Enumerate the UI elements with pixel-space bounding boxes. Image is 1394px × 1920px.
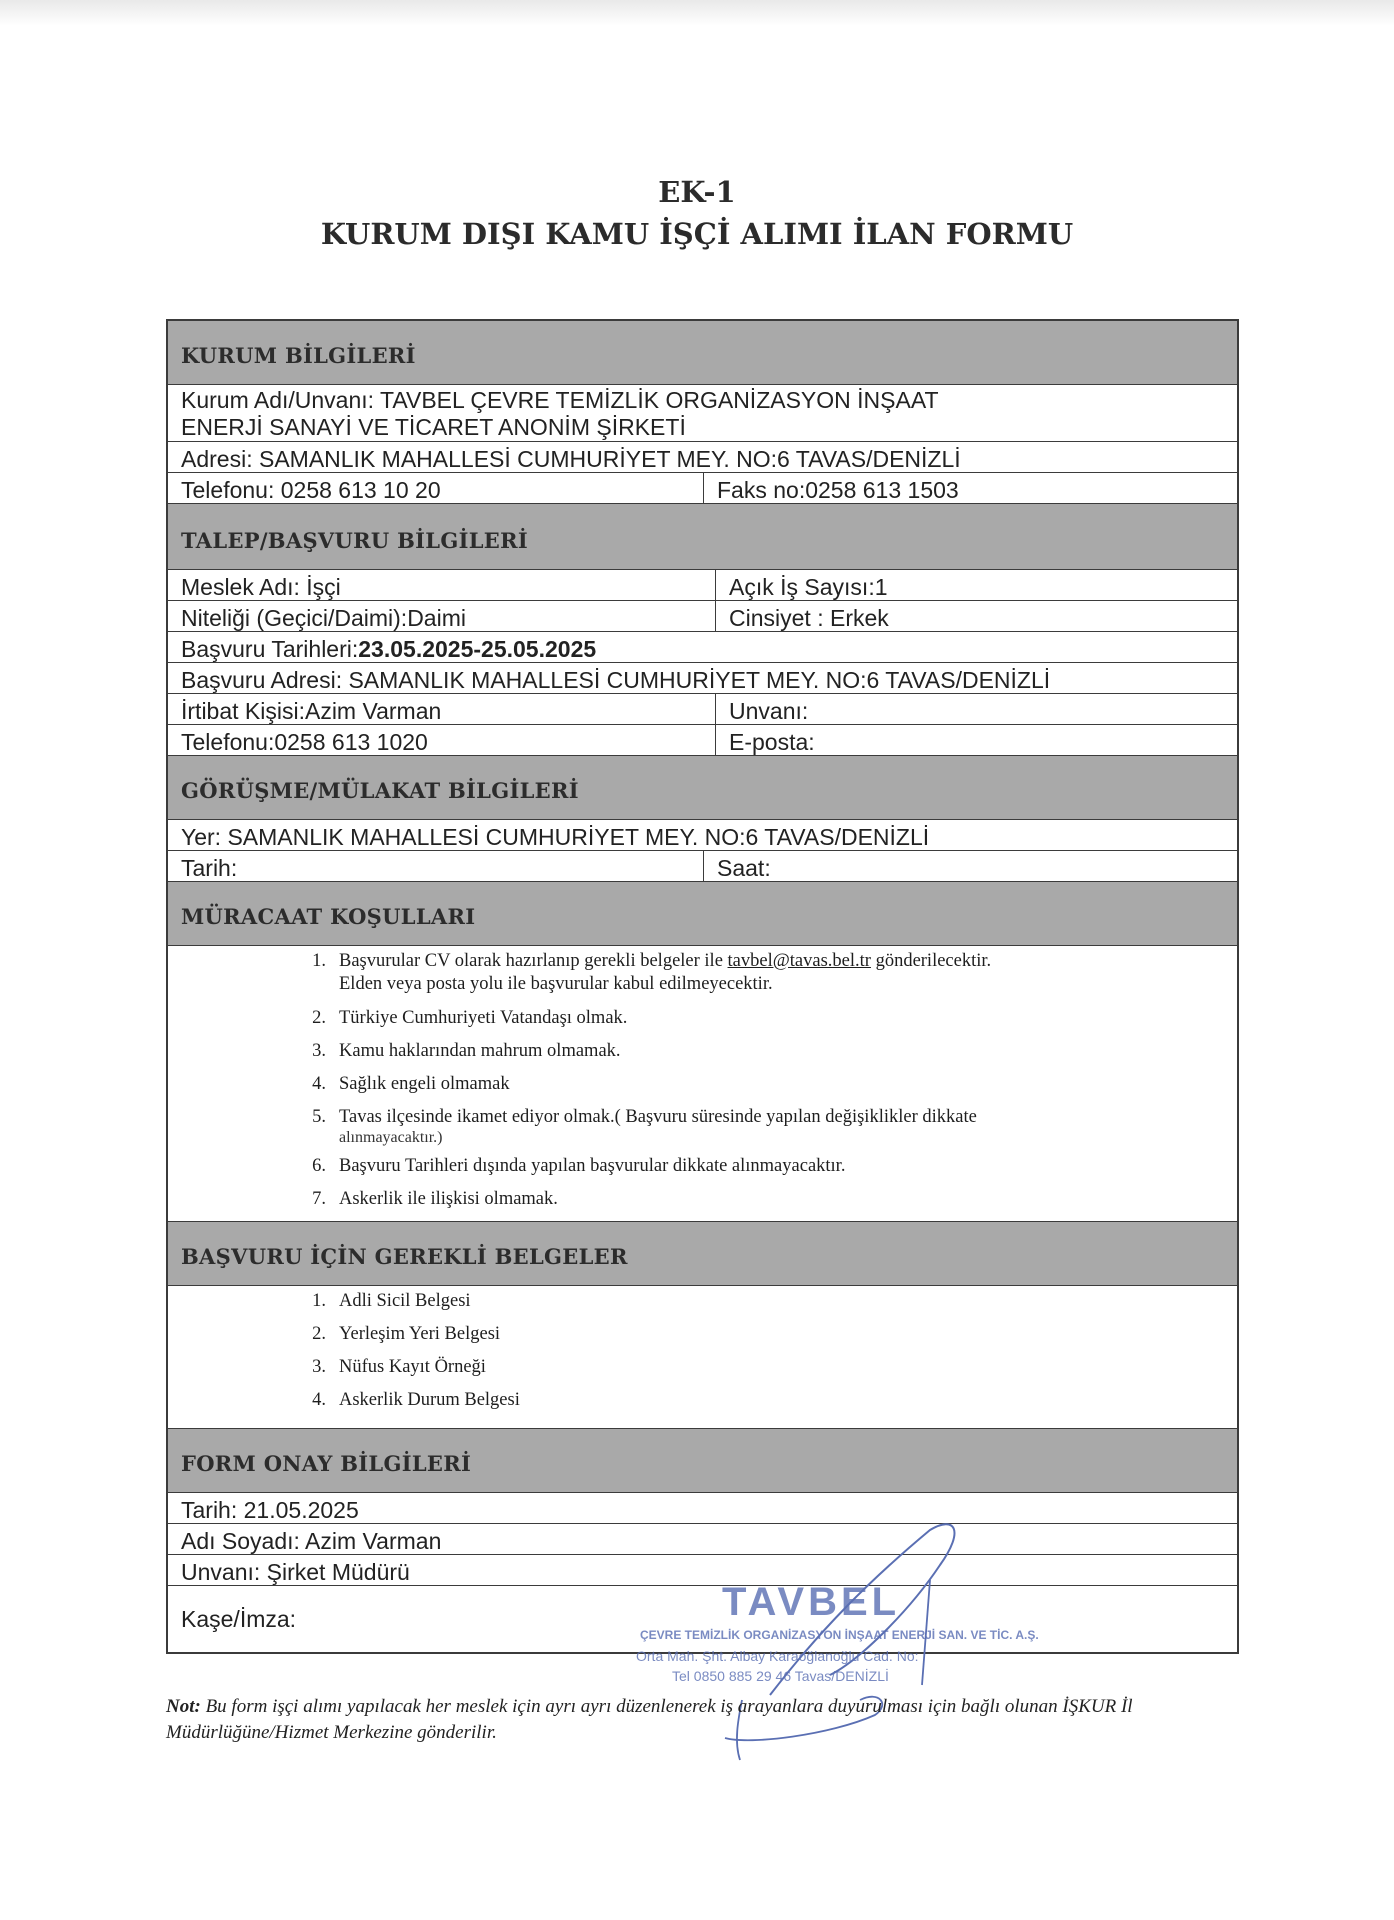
list-item-text: Askerlik ile ilişkisi olmamak. (339, 1189, 558, 1209)
list-item-text: Sağlık engeli olmamak (339, 1074, 510, 1094)
row-basvuru-tarihleri (168, 632, 1237, 663)
list-item-text: Askerlik Durum Belgesi (339, 1390, 520, 1410)
list-item-number: 5. (312, 1107, 326, 1127)
list-item-number: 4. (312, 1074, 326, 1094)
row-niteligi (168, 601, 1237, 632)
list-item-number: 2. (312, 1008, 326, 1028)
row-kurum-telefon (168, 473, 1237, 504)
list-item-text: Türkiye Cumhuriyeti Vatandaşı olmak. (339, 1008, 628, 1028)
cinsiyet: Cinsiyet : Erkek (729, 605, 889, 631)
irtibat-kisisi: İrtibat Kişisi:Azim Varman (168, 694, 716, 724)
list-item-text: Kamu haklarından mahrum olmamak. (339, 1041, 621, 1061)
stamp-brand: TAVBEL (722, 1580, 901, 1624)
footnote (166, 1694, 1246, 1746)
basvuru-tarihleri-label: Başvuru Tarihleri: (181, 636, 359, 662)
basvuru-tarihleri-value: 23.05.2025-25.05.2025 (358, 636, 597, 662)
scan-edge-shadow (0, 0, 1394, 26)
muracaat-list (168, 946, 1237, 1221)
row-muracaat-list (168, 946, 1237, 1222)
list-item-text: Başvuru Tarihleri dışında yapılan başvurular dikkate alınmayacaktır. (339, 1156, 846, 1176)
kase-imza-label: Kaşe/İmza: (181, 1606, 297, 1632)
list-item (168, 1155, 1237, 1178)
list-item-number: 6. (312, 1156, 326, 1176)
row-kurum-adi (168, 385, 1237, 442)
meslek-adi: Meslek Adı: İşçi (168, 570, 716, 600)
list-item-number: 3. (312, 1357, 326, 1377)
row-belgeler-list (168, 1286, 1237, 1429)
list-item-text: Yerleşim Yeri Belgesi (339, 1324, 501, 1344)
basvuru-tarihleri (168, 632, 596, 662)
kurum-adres: Adresi: SAMANLIK MAHALLESİ CUMHURİYET MEY. NO:6 TAVAS/DENİZLİ (181, 446, 961, 472)
row-basvuru-adresi (168, 663, 1237, 694)
stamp-line-2: Orta Mah. Şht. Albay Karaoğlanoğlu Cad. No: (636, 1648, 919, 1664)
row-irtibat-telefon (168, 725, 1237, 756)
section-gorusme-mulakat: GÖRÜŞME/MÜLAKAT BİLGİLERİ (168, 756, 1237, 820)
list-item-text-part: Başvurular CV olarak hazırlanıp gerekli belgeler ile (339, 951, 728, 971)
annex-label: EK-1 (658, 175, 736, 209)
section-form-onay: FORM ONAY BİLGİLERİ (168, 1429, 1237, 1493)
footnote-label: Not: (166, 1696, 201, 1717)
row-irtibat (168, 694, 1237, 725)
row-meslek (168, 570, 1237, 601)
kurum-faks: Faks no:0258 613 1503 (717, 477, 959, 503)
gorusme-saat: Saat: (717, 855, 771, 881)
document-header (0, 172, 1394, 256)
list-item-number: 3. (312, 1041, 326, 1061)
list-item (168, 1188, 1237, 1211)
list-item (168, 1073, 1237, 1096)
list-item-number: 4. (312, 1390, 326, 1410)
onay-tarih: Tarih: 21.05.2025 (181, 1497, 359, 1523)
list-item (168, 1356, 1237, 1379)
list-item (168, 1040, 1237, 1063)
irtibat-telefon: Telefonu:0258 613 1020 (168, 725, 716, 755)
list-item (168, 950, 1237, 996)
gorusme-yer: Yer: SAMANLIK MAHALLESİ CUMHURİYET MEY. NO:6 TAVAS/DENİZLİ (181, 824, 930, 850)
acik-is-sayisi: Açık İş Sayısı:1 (729, 574, 888, 600)
section-talep-basvuru: TALEP/BAŞVURU BİLGİLERİ (168, 504, 1237, 570)
list-item-text-line2: alınmayacaktır.) (339, 1129, 443, 1146)
onay-unvan: Unvanı: Şirket Müdürü (181, 1559, 410, 1585)
list-item (168, 1007, 1237, 1030)
irtibat-eposta: E-posta: (729, 729, 815, 755)
list-item-number: 2. (312, 1324, 326, 1344)
stamp-line-1: ÇEVRE TEMİZLİK ORGANİZASYON İNŞAAT ENERJİ SAN. VE TİC. A.Ş. (640, 1628, 1039, 1642)
row-gorusme-yer (168, 820, 1237, 851)
list-item (168, 1323, 1237, 1346)
list-item-number: 1. (312, 1291, 326, 1311)
kurum-telefon: Telefonu: 0258 613 10 20 (168, 473, 704, 503)
onay-adi-soyadi: Adı Soyadı: Azim Varman (181, 1528, 442, 1554)
row-gorusme-tarih (168, 851, 1237, 882)
list-item-text: Adli Sicil Belgesi (339, 1291, 471, 1311)
section-muracaat-kosullari: MÜRACAAT KOŞULLARI (168, 882, 1237, 946)
basvuru-adresi: Başvuru Adresi: SAMANLIK MAHALLESİ CUMHURİYET MEY. NO:6 TAVAS/DENİZLİ (181, 667, 1051, 693)
section-gerekli-belgeler: BAŞVURU İÇİN GEREKLİ BELGELER (168, 1222, 1237, 1286)
gorusme-tarih: Tarih: (168, 851, 704, 881)
list-item (168, 1389, 1237, 1412)
email-link[interactable]: tavbel@tavas.bel.tr (727, 951, 871, 971)
kurum-adi: Kurum Adı/Unvanı: TAVBEL ÇEVRE TEMİZLİK ORGANİZASYON İNŞAAT ENERJİ SANAYİ VE TİCARET ANONİM ŞİRKETİ (181, 387, 939, 440)
announcement-form (166, 319, 1239, 1654)
list-item-text: Tavas ilçesinde ikamet ediyor olmak.( Başvuru süresinde yapılan değişiklikler dikkate (339, 1107, 977, 1127)
document-title: KURUM DIŞI KAMU İŞÇİ ALIMI İLAN FORMU (320, 217, 1074, 251)
list-item-text-part: gönderilecektir. (870, 951, 992, 971)
stamp-line-3: Tel 0850 885 29 46 Tavas/DENİZLİ (672, 1668, 889, 1684)
belgeler-list (168, 1286, 1237, 1428)
list-item-number: 1. (312, 951, 326, 971)
list-item (168, 1290, 1237, 1313)
list-item-text: Nüfus Kayıt Örneği (339, 1357, 486, 1377)
list-item-text-line2: Elden veya posta yolu ile başvurular kabul edilmeyecektir. (339, 974, 773, 994)
list-item-number: 7. (312, 1189, 326, 1209)
niteligi: Niteliği (Geçici/Daimi):Daimi (168, 601, 716, 631)
irtibat-unvani: Unvanı: (729, 698, 809, 724)
section-kurum-bilgileri: KURUM BİLGİLERİ (168, 321, 1237, 385)
footnote-text: Bu form işçi alımı yapılacak her meslek için ayrı ayrı düzenlenerek iş arayanlara duyurulması için bağlı olunan İŞKUR İl Müdürlüğüne/Hizmet Merkezine gönderilir. (166, 1696, 1133, 1743)
row-kurum-adres (168, 442, 1237, 473)
list-item (168, 1106, 1237, 1147)
list-item-text (339, 950, 1237, 973)
